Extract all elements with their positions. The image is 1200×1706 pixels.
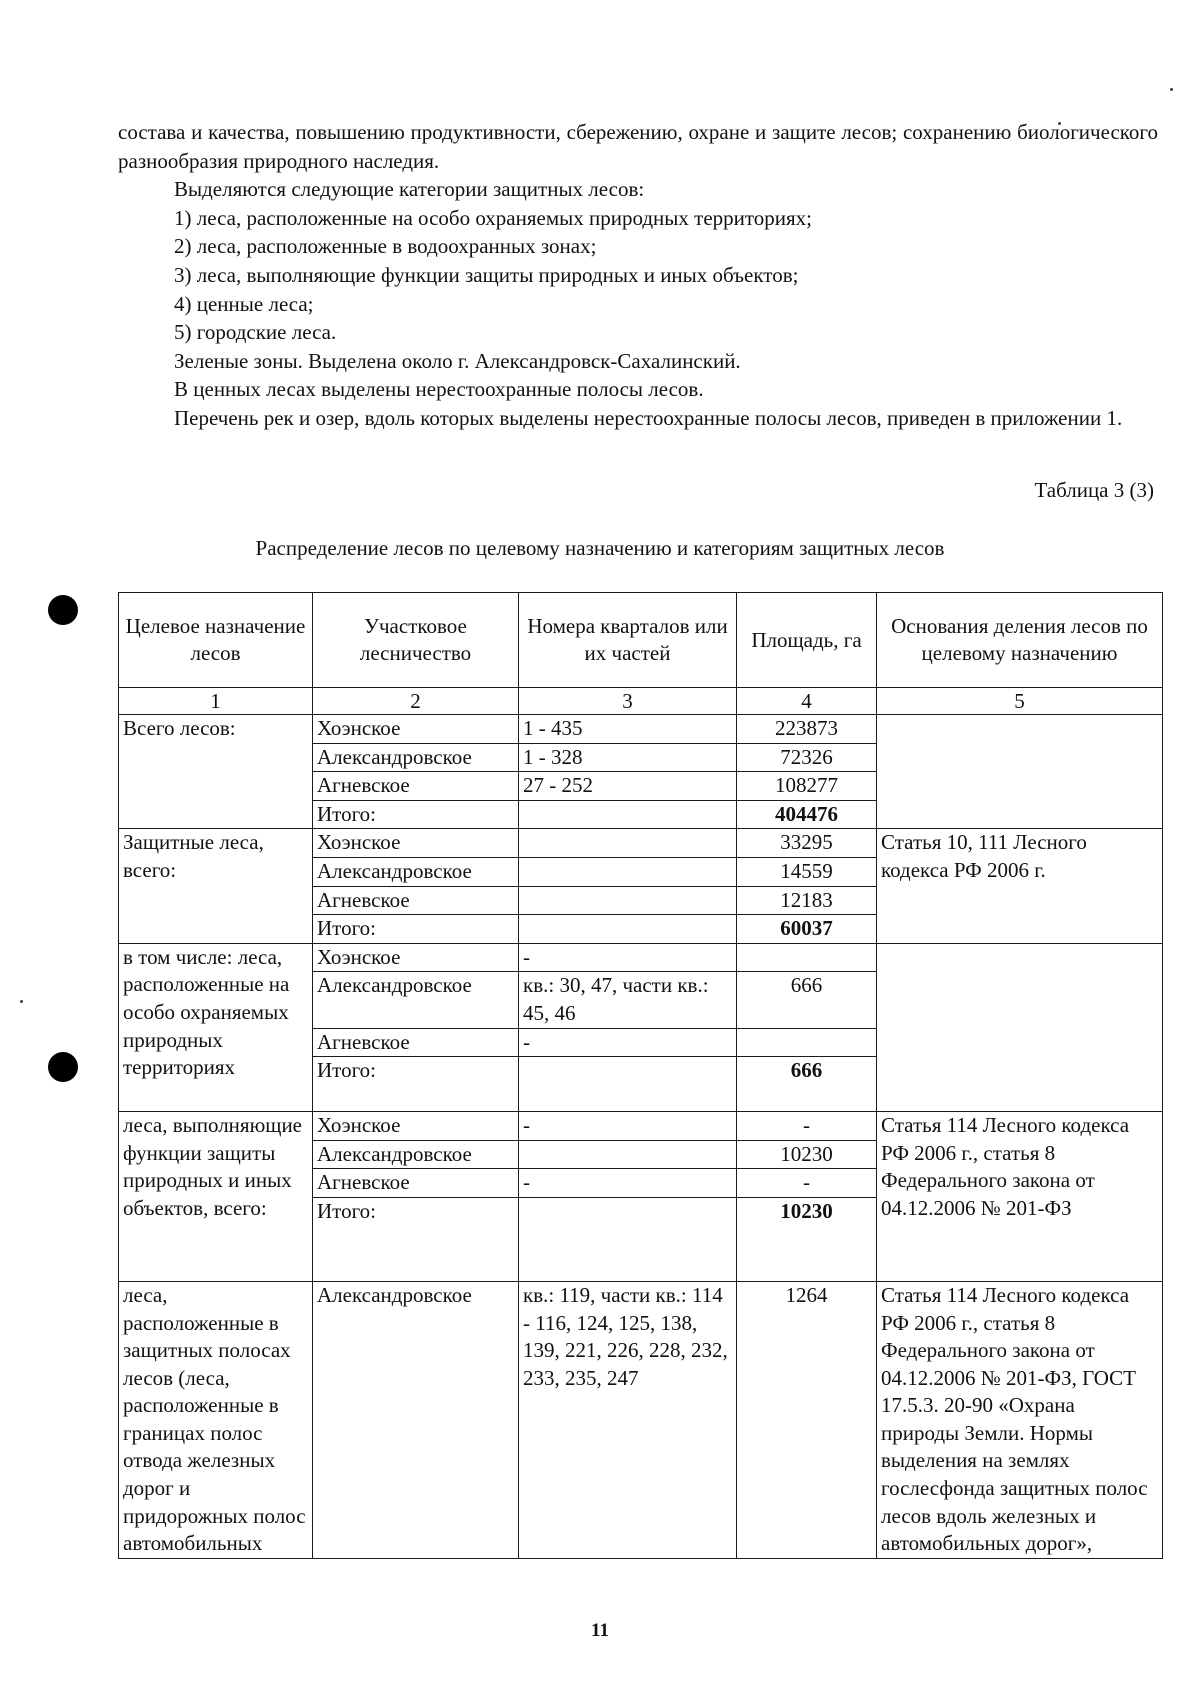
column-number: 3 <box>519 688 737 715</box>
area-cell: 72326 <box>737 743 877 772</box>
punch-hole-mark <box>48 1052 78 1082</box>
forest-distribution-table <box>118 592 1163 1559</box>
quarters-cell: кв.: 119, части кв.: 114 - 116, 124, 125, 138, 139, 221, 226, 228, 232, 233, 235, 247 <box>519 1281 737 1558</box>
area-cell: 14559 <box>737 857 877 886</box>
district-cell: Хоэнское <box>313 1112 519 1141</box>
quarters-cell: - <box>519 1028 737 1057</box>
column-number: 1 <box>119 688 313 715</box>
area-cell: 1264 <box>737 1281 877 1558</box>
green-zones-text: Зеленые зоны. Выделена около г. Александровск-Сахалинский. <box>174 348 741 373</box>
punch-hole-mark <box>48 595 78 625</box>
quarters-cell <box>519 1057 737 1112</box>
rivers-text: Перечень рек и озер, вдоль которых выделены нерестоохранные полосы лесов, приведен в приложении 1. <box>174 405 1123 430</box>
category-item: 4) ценные леса; <box>174 291 314 316</box>
quarters-cell <box>519 915 737 944</box>
area-total-cell: 666 <box>737 1057 877 1112</box>
area-cell: - <box>737 1112 877 1141</box>
basis-cell: Статья 10, 111 Лесного кодекса РФ 2006 г. <box>877 829 1163 943</box>
column-number: 2 <box>313 688 519 715</box>
district-cell: Хоэнское <box>313 943 519 972</box>
column-number: 5 <box>877 688 1163 715</box>
district-cell: Агневское <box>313 1169 519 1198</box>
scan-speck <box>1170 88 1173 91</box>
table-row <box>119 943 1163 972</box>
table-row <box>119 1112 1163 1141</box>
intro-text <box>118 118 1158 433</box>
district-cell: Александровское <box>313 743 519 772</box>
quarters-cell: - <box>519 1112 737 1141</box>
categories-heading: Выделяются следующие категории защитных лесов: <box>174 177 645 202</box>
district-cell: Александровское <box>313 1281 519 1558</box>
table-number: Таблица 3 (3) <box>1034 478 1154 502</box>
area-total-cell: 60037 <box>737 915 877 944</box>
district-cell: Агневское <box>313 772 519 801</box>
purpose-cell: леса, расположенные в защитных полосах лесов (леса, расположенные в границах полос отвода железных дорог и придорожных полос автомобильных <box>119 1281 313 1558</box>
area-cell: 12183 <box>737 886 877 915</box>
district-cell: Агневское <box>313 1028 519 1057</box>
basis-cell: Статья 114 Лесного кодекса РФ 2006 г., статья 8 Федерального закона от 04.12.2006 № 201-ФЗ, ГОСТ 17.5.3. 20-90 «Охрана природы Земли. Нормы выделения на землях гослесфонда защитных полос лесов вдоль железных и автомобильных дорог», <box>877 1281 1163 1558</box>
quarters-cell: 1 - 435 <box>519 715 737 744</box>
quarters-cell <box>519 886 737 915</box>
header-cell: Участковое лесничество <box>313 593 519 688</box>
column-number-row <box>119 688 1163 715</box>
header-cell: Номера кварталов или их частей <box>519 593 737 688</box>
basis-cell <box>877 943 1163 1111</box>
area-cell <box>737 1028 877 1057</box>
category-item: 5) городские леса. <box>174 320 337 345</box>
category-item: 3) леса, выполняющие функции защиты природных и иных объектов; <box>174 262 799 287</box>
district-cell: Итого: <box>313 1057 519 1112</box>
header-cell: Основания деления лесов по целевому назначению <box>877 593 1163 688</box>
area-cell: - <box>737 1169 877 1198</box>
quarters-cell <box>519 1140 737 1169</box>
header-cell: Целевое назначение лесов <box>119 593 313 688</box>
quarters-cell <box>519 829 737 858</box>
table-row <box>119 1281 1163 1558</box>
purpose-cell: леса, выполняющие функции защиты природных и иных объектов, всего: <box>119 1112 313 1282</box>
area-cell <box>737 943 877 972</box>
quarters-cell: 1 - 328 <box>519 743 737 772</box>
category-item: 1) леса, расположенные на особо охраняемых природных территориях; <box>174 205 813 230</box>
purpose-cell: Защитные леса, всего: <box>119 829 313 943</box>
district-cell: Итого: <box>313 915 519 944</box>
district-cell: Хоэнское <box>313 829 519 858</box>
area-cell: 33295 <box>737 829 877 858</box>
area-total-cell: 404476 <box>737 800 877 829</box>
purpose-cell: в том числе: леса, расположенные на особо охраняемых природных территориях <box>119 943 313 1111</box>
quarters-cell <box>519 800 737 829</box>
header-cell: Площадь, га <box>737 593 877 688</box>
district-cell: Александровское <box>313 972 519 1028</box>
page-number: 11 <box>591 1620 609 1641</box>
quarters-cell: 27 - 252 <box>519 772 737 801</box>
district-cell: Александровское <box>313 857 519 886</box>
basis-cell: Статья 114 Лесного кодекса РФ 2006 г., статья 8 Федерального закона от 04.12.2006 № 201-ФЗ <box>877 1112 1163 1282</box>
table-row <box>119 829 1163 858</box>
quarters-cell: кв.: 30, 47, части кв.: 45, 46 <box>519 972 737 1028</box>
table-title: Распределение лесов по целевому назначению и категориям защитных лесов <box>255 536 945 560</box>
area-total-cell: 10230 <box>737 1197 877 1281</box>
district-cell: Итого: <box>313 800 519 829</box>
scan-speck <box>20 1000 23 1003</box>
purpose-cell: Всего лесов: <box>119 715 313 829</box>
quarters-cell: - <box>519 943 737 972</box>
category-item: 2) леса, расположенные в водоохранных зонах; <box>174 234 597 259</box>
area-cell: 223873 <box>737 715 877 744</box>
valuable-forests-text: В ценных лесах выделены нерестоохранные полосы лесов. <box>174 377 704 402</box>
area-cell: 108277 <box>737 772 877 801</box>
district-cell: Хоэнское <box>313 715 519 744</box>
basis-cell <box>877 715 1163 829</box>
quarters-cell <box>519 857 737 886</box>
district-cell: Агневское <box>313 886 519 915</box>
column-number: 4 <box>737 688 877 715</box>
quarters-cell <box>519 1197 737 1281</box>
table-row <box>119 715 1163 744</box>
header-row <box>119 593 1163 688</box>
quarters-cell: - <box>519 1169 737 1198</box>
district-cell: Александровское <box>313 1140 519 1169</box>
district-cell: Итого: <box>313 1197 519 1281</box>
intro-line: состава и качества, повышению продуктивности, сбережению, охране и защите лесов; сохранению биологического разнообразия природного наследия. <box>118 120 1158 173</box>
area-cell: 666 <box>737 972 877 1028</box>
area-cell: 10230 <box>737 1140 877 1169</box>
